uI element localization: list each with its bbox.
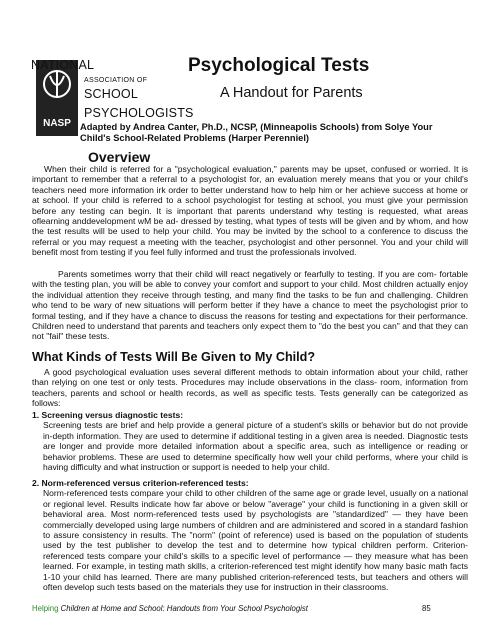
list-item-body: Screening tests are brief and help provide a general picture of a student's skills or behavior but do not provide in-depth information. They are used to determine if additional testing in a given area is needed. Diagnostic tests are longer and provide more detailed information about a specific area, such as intelligence or reading or behavior problems. These are used to determine specifically how well your child performs, where your child is having difficulty and what instruction or support is needed to help your child. (43, 420, 468, 473)
list-item-lead: 1. Screening versus diagnostic tests: (32, 410, 184, 420)
credit-line-2: Child's School-Related Problems (Harper Perenniel) (80, 133, 310, 143)
page-footer (32, 604, 472, 613)
list-item-screening (32, 410, 468, 472)
list-item-body: Norm-referenced tests compare your child to other children of the same age or grade level, usually on a national or regional level. Results indicate how far above or below "average" your child is functioning in a given skill or behavioral area. Most norm-referenced tests used by psychologists are "standardized" — they have been commercially developed using large numbers of children and are administered and scored in a standard fashion to assure consistency in results. The "norm" (point of reference) used is based on the population of students used by the test publisher to develop the test and to determine how typical children perform. Criterion-referenced tests compare your child's skills to a specific level of performance — they measure what has been learned. For example, in testing math skills, a criterion-referenced test might identify how many basic math facts 1-10 your child has learned. There are many published criterion-referenced tests, but teachers and others will often develop such tests based on the materials they use for instruction in their classrooms. (43, 488, 468, 593)
footer-text: Children at Home and School: Handouts from Your School Psychologist (60, 604, 308, 613)
kinds-intro: A good psychological evaluation uses several different methods to obtain information about your child, rather than relying on one test or only tests. Procedures may include observations in the class- room, information from teachers, parents and school or health records, as well as specific tests. Tests generally can be categorized as follows: (32, 367, 468, 409)
logo-lettering: NASP (43, 118, 71, 129)
overview-paragraph-2: Parents sometimes worry that their child will react negatively or fearfully to testing. If you are com- fortable with the testing plan, you will be able to convey your comfort and support to your child. Most children actually enjoy the individual attention they receive through testing, and many find the tasks to be fun and challenging. Children who tend to be wary of new situations will perform better if they have a chance to meet the psychologist prior to formal testing, and if they have a chance to discuss the reasons for testing and expectations for their performance. Children need to understand that parents and teachers only expect them to "do the best you can" and that they can not "fail" these tests. (32, 269, 468, 342)
page-title: Psychological Tests (188, 55, 370, 76)
credit-line-1: Adapted by Andrea Canter, Ph.D., NCSP, (Minneapolis Schools) from Solye Your (80, 122, 433, 132)
list-item-lead: 2. Norm-referenced versus criterion-referenced tests: (32, 478, 249, 488)
kinds-heading: What Kinds of Tests Will Be Given to My Child? (32, 350, 316, 364)
page-subtitle: A Handout for Parents (220, 85, 363, 101)
org-psychologists: PSYCHOLOGISTS (84, 106, 194, 120)
list-item-norm (32, 478, 468, 592)
overview-paragraph-1: When their child is referred for a "psychological evaluation," parents may be upset, confused or worried. It is important to remember that a referral to a psychologist for, an evaluation merely means that you or your child's teachers need more information irk order to better understand how to help him or her achieve success at home or at school. If your child is referred to a school psychologist for testing at school, you must give your permission before any testing can begin. It is important that parents understand why testing is requested, what areas oflearning anddevelopment wM be ad- dressed by testing, what types of tests will be given and by whom, and how the test results will be used to help your child. You may be invited by the school to a conference to discuss the referral or you may request a meeting with the teacher, psychologist and other personnel. You and your child will benefit most from testing if you feel fully informed and trust the professionals involved. (32, 164, 468, 258)
org-association: ASSOCIATION OF (84, 77, 148, 84)
org-school: SCHOOL (84, 87, 138, 101)
overview-heading: Overview (88, 149, 151, 165)
page-number: 85 (422, 604, 431, 613)
credit-block (80, 122, 470, 144)
footer-highlight: Helping (32, 604, 59, 613)
org-national: NATIONAL (31, 58, 95, 72)
